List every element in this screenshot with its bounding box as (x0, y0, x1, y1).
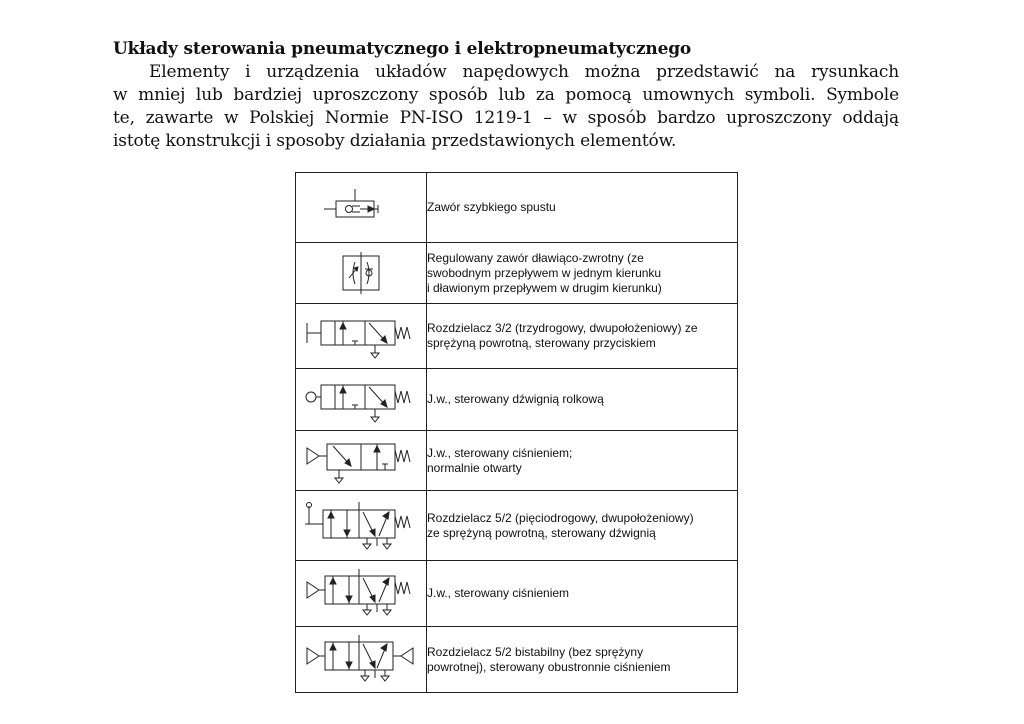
table-row (296, 243, 738, 304)
symbol-description (427, 627, 738, 693)
paragraph-line: Elementy i urządzenia układów napędowych można przedstawić na rysunkach (149, 62, 899, 82)
symbol-description (427, 431, 738, 491)
table-row (296, 304, 738, 369)
symbol-cell (296, 627, 427, 693)
description-line: Rozdzielacz 5/2 bistabilny (bez sprężyny (427, 644, 644, 659)
symbol-cell (296, 369, 427, 431)
paragraph-line: w mniej lub bardziej uproszczony sposób lub za pomocą umownych symboli. Symbole (113, 85, 899, 105)
description-line: sprężyną powrotną, sterowany przyciskiem (427, 336, 656, 350)
description-line: normalnie otwarty (427, 460, 522, 475)
description-line: powrotnej), sterowany obustronnie ciśnieniem (427, 659, 671, 674)
table-row (296, 491, 738, 561)
text-block (113, 38, 899, 153)
section-heading: Układy sterowania pneumatycznego i elektropneumatycznego (113, 39, 692, 59)
throttle-check-valve-icon (331, 250, 391, 296)
symbol-cell (296, 431, 427, 491)
symbol-cell (296, 491, 427, 561)
description-line: Rozdzielacz 3/2 (trzydrogowy, dwupołożeniowy) ze (427, 321, 698, 335)
table-row (296, 431, 738, 491)
symbol-description (427, 304, 738, 369)
description-line: Regulowany zawór dławiąco-zwrotny (ze (427, 250, 644, 265)
symbol-cell (296, 243, 427, 304)
symbol-description (427, 491, 738, 561)
symbol-description (427, 243, 738, 304)
table-row (296, 369, 738, 431)
symbol-description (427, 369, 738, 431)
description-line: J.w., sterowany ciśnieniem; (427, 445, 573, 460)
description-line: J.w., sterowany dźwignią rolkową (427, 392, 604, 406)
description-line: Rozdzielacz 5/2 (pięciodrogowy, dwupołożeniowy) (427, 510, 694, 525)
description-line: J.w., sterowany ciśnieniem (427, 586, 570, 600)
symbol-description (427, 561, 738, 627)
symbol-description (427, 173, 738, 243)
valve-5-2-lever-icon (301, 498, 421, 554)
symbol-cell (296, 304, 427, 369)
description-line: i dławionym przepływem w drugim kierunku) (427, 280, 662, 295)
table-row (296, 173, 738, 243)
paragraph-line: istotę konstrukcji i sposoby działania przedstawionych elementów. (113, 131, 677, 151)
quick-exhaust-valve-icon (316, 183, 406, 233)
symbols-table (295, 172, 738, 693)
description-line: ze sprężyną powrotną, sterowany dźwignią (427, 525, 656, 540)
valve-3-2-pushbutton-icon (301, 311, 421, 361)
description-line: swobodnym przepływem w jednym kierunku (427, 265, 662, 280)
symbol-cell (296, 561, 427, 627)
valve-5-2-pressure-icon (301, 566, 421, 622)
table-row (296, 627, 738, 693)
valve-5-2-bistable-icon (301, 632, 421, 688)
valve-3-2-roller-lever-icon (301, 375, 421, 425)
symbol-cell (296, 173, 427, 243)
intro-paragraph (113, 61, 899, 153)
paragraph-line: te, zawarte w Polskiej Normie PN-ISO 1219-1 – w sposób bardzo uproszczony oddają (113, 108, 899, 128)
table-row (296, 561, 738, 627)
valve-3-2-pressure-no-icon (301, 436, 421, 486)
description-line: Zawór szybkiego spustu (427, 200, 556, 214)
